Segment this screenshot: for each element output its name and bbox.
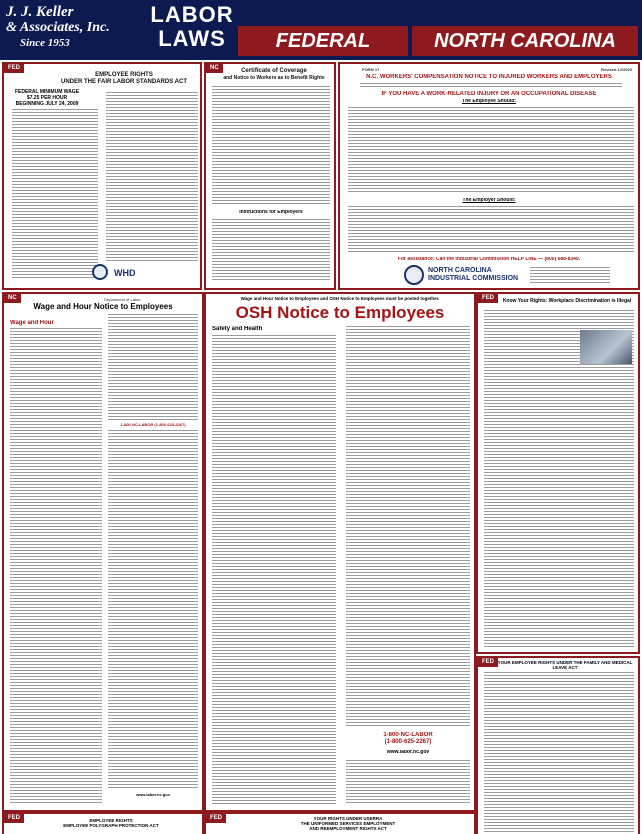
nc-tag: NC bbox=[206, 64, 223, 73]
userra-title-line2: THE UNIFORMED SERVICES EMPLOYMENT bbox=[300, 821, 396, 826]
userra-title bbox=[226, 816, 470, 831]
osh-top-line: Wage and Hour Notice to Employees and OSH Notice to Employees must be posted together. bbox=[240, 296, 440, 301]
logo-name: J. J. Keller bbox=[6, 4, 74, 20]
userra-panel bbox=[204, 812, 476, 834]
form-number: FORM 17 bbox=[362, 67, 380, 72]
flsa-body-left bbox=[12, 109, 98, 279]
company-logo bbox=[6, 4, 124, 56]
fed-tag: FED bbox=[478, 294, 498, 303]
laws-word: LAWS bbox=[158, 26, 226, 51]
workers-comp-title: N.C. WORKERS' COMPENSATION NOTICE TO INJURED WORKERS AND EMPLOYERS bbox=[366, 74, 612, 80]
eeo-title: Know Your Rights: Workplace Discrimination is Illegal bbox=[502, 298, 632, 304]
labor-word: LABOR bbox=[150, 2, 234, 27]
osh-phone-line2: (1-800-625-2267) bbox=[384, 739, 432, 745]
wage-hour-col2-top bbox=[108, 314, 198, 422]
federal-banner: FEDERAL bbox=[238, 26, 408, 56]
certificate-title-line2: and Notice to Workers as to Benefit Rights bbox=[223, 75, 325, 81]
osh-panel bbox=[204, 292, 476, 812]
form-revised: Revised 12/2020 bbox=[601, 67, 632, 72]
flsa-panel bbox=[2, 62, 202, 290]
fed-tag: FED bbox=[4, 814, 24, 823]
industrial-commission-address bbox=[530, 267, 610, 285]
fed-tag: FED bbox=[478, 658, 498, 667]
fmla-title: YOUR EMPLOYEE RIGHTS UNDER THE FAMILY AND MEDICAL LEAVE ACT bbox=[497, 660, 633, 670]
osh-col2 bbox=[346, 326, 470, 726]
fmla-panel bbox=[476, 656, 640, 834]
logo-subname: & Associates, Inc. bbox=[6, 20, 110, 35]
nc-certificate-panel bbox=[204, 62, 336, 290]
industrial-commission-name bbox=[428, 267, 518, 283]
certificate-title-line1: Certificate of Coverage bbox=[241, 68, 307, 74]
ic-name-line2: INDUSTRIAL COMMISSION bbox=[428, 275, 519, 282]
osh-col2-bottom bbox=[346, 760, 470, 804]
wage-hour-subtitle: Wage and Hour bbox=[10, 320, 54, 326]
flsa-title bbox=[54, 72, 194, 86]
osh-title: OSH Notice to Employees bbox=[235, 303, 445, 322]
osh-col1 bbox=[212, 335, 336, 805]
osh-website: www.labor.nc.gov bbox=[386, 750, 430, 755]
wage-hour-title: Wage and Hour Notice to Employees bbox=[33, 302, 173, 311]
industrial-commission-seal-icon bbox=[404, 265, 424, 285]
state-banner: NORTH CAROLINA bbox=[412, 26, 638, 56]
poster-header bbox=[0, 0, 642, 60]
flsa-body-right bbox=[106, 92, 198, 262]
employee-should-heading: The Employee Should: bbox=[462, 99, 516, 104]
flsa-title-line2: UNDER THE FAIR LABOR STANDARDS ACT bbox=[61, 79, 187, 85]
eppa-title-line2: EMPLOYEE POLYGRAPH PROTECTION ACT bbox=[63, 823, 159, 828]
flsa-title-line1: EMPLOYEE RIGHTS bbox=[95, 72, 153, 78]
userra-title-line3: AND REEMPLOYMENT RIGHTS ACT bbox=[309, 826, 387, 831]
eeo-photo bbox=[580, 330, 632, 364]
wage-hour-dept: Department of Labor bbox=[104, 297, 141, 302]
wage-hour-website: www.labor.nc.gov bbox=[136, 792, 170, 797]
employer-should-heading: The Employer Should: bbox=[462, 198, 516, 203]
certificate-title bbox=[220, 68, 328, 82]
wage-hour-phone: 1-800-NC-LABOR (1-800-625-2267) bbox=[120, 422, 186, 427]
logo-since: Since 1953 bbox=[20, 37, 70, 49]
fed-tag: FED bbox=[206, 814, 226, 823]
dol-seal-icon bbox=[92, 264, 108, 280]
certificate-instructions-body bbox=[212, 219, 330, 281]
eppa-title bbox=[24, 818, 198, 828]
eppa-panel bbox=[2, 812, 204, 834]
employer-should-list bbox=[348, 206, 634, 254]
ic-name-line1: NORTH CAROLINA bbox=[428, 267, 492, 274]
osh-phone bbox=[346, 732, 470, 746]
labor-laws-title bbox=[146, 3, 238, 51]
eppa-title-line1: EMPLOYEE RIGHTS bbox=[89, 818, 133, 823]
certificate-instructions-heading: Instructions for Employers bbox=[239, 210, 303, 215]
osh-section-safety: Safety and Health bbox=[212, 326, 263, 332]
helpline-text: For assistance: Call the Industrial Commission HELP LINE — (800) 688-8349. bbox=[397, 257, 581, 262]
fmla-body bbox=[484, 672, 634, 832]
flsa-subhead-2: $7.25 PER HOUR bbox=[26, 95, 68, 101]
nc-workers-comp-panel bbox=[338, 62, 640, 290]
nc-tag: NC bbox=[4, 294, 21, 303]
flsa-subhead-1: FEDERAL MINIMUM WAGE bbox=[14, 89, 80, 95]
wage-hour-panel bbox=[2, 292, 204, 812]
flsa-min-wage-heading bbox=[12, 89, 82, 107]
certificate-body bbox=[212, 86, 330, 204]
workers-comp-banner: IF YOU HAVE A WORK-RELATED INJURY OR AN OCCUPATIONAL DISEASE bbox=[381, 91, 597, 97]
whd-logo: WHD bbox=[114, 268, 136, 278]
wage-hour-col2-bottom bbox=[108, 430, 198, 788]
fed-tag: FED bbox=[4, 64, 24, 73]
flsa-subhead-3: BEGINNING JULY 24, 2009 bbox=[15, 101, 79, 107]
osh-phone-line1: 1-800-NC-LABOR bbox=[383, 732, 433, 738]
userra-title-line1: YOUR RIGHTS UNDER USERRA bbox=[313, 816, 383, 821]
employee-should-list bbox=[348, 107, 634, 193]
wage-hour-col1 bbox=[10, 328, 102, 804]
workers-comp-intro bbox=[360, 83, 622, 89]
